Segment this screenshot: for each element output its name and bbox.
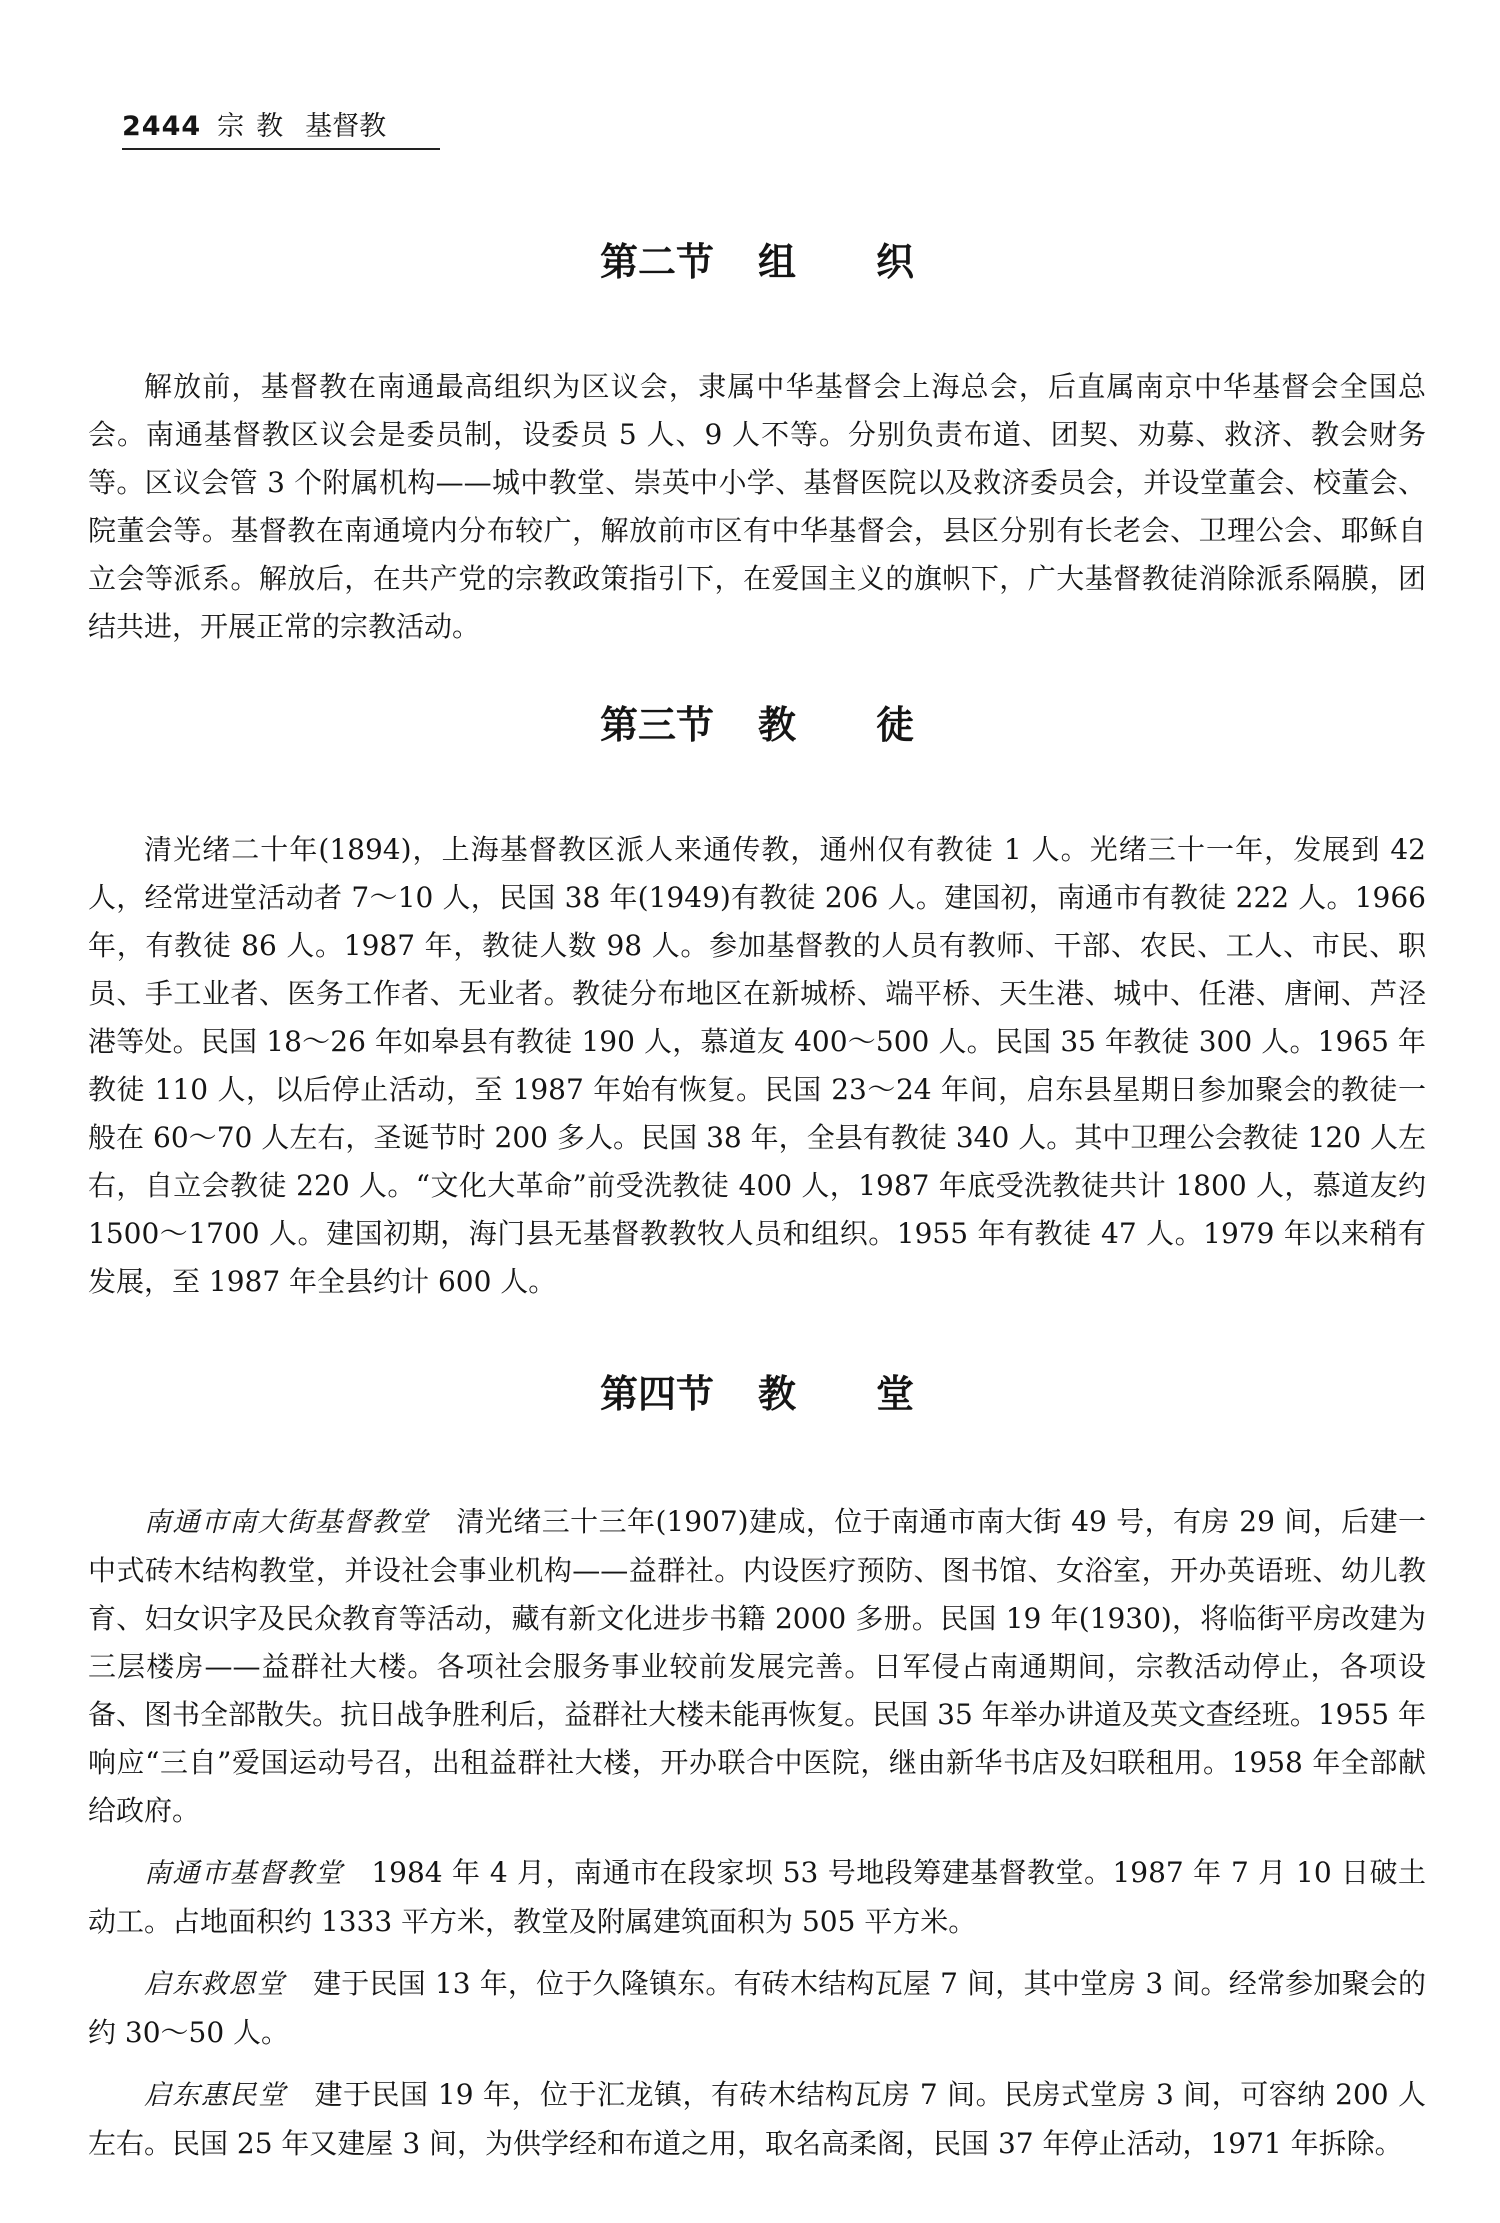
section-title-believers — [88, 701, 1426, 749]
church-entry-nantong — [88, 1849, 1426, 1946]
section-title-organization — [88, 238, 1426, 286]
church-name: 南通市基督教堂 — [144, 1858, 344, 1889]
section-title-churches — [88, 1370, 1426, 1418]
church-description: 1984 年 4 月，南通市在段家坝 53 号地段筹建基督教堂。1987 年 7 月 10 日破土动工。占地面积约 1333 平方米，教堂及附属建筑面积为 505 平方米。 — [88, 1856, 1426, 1938]
section-number: 第三节 — [599, 703, 714, 747]
church-name: 南通市南大街基督教堂 — [144, 1507, 429, 1538]
page-body — [88, 238, 1426, 2168]
church-name: 启东惠民堂 — [144, 2080, 287, 2111]
section-body-organization — [88, 363, 1426, 651]
running-header — [122, 110, 440, 150]
section-body-believers — [88, 826, 1426, 1306]
section-body-churches — [88, 1498, 1426, 2168]
church-description: 建于民国 13 年，位于久隆镇东。有砖木结构瓦屋 7 间，其中堂房 3 间。经常参加聚会的约 30～50 人。 — [88, 1967, 1427, 2049]
header-category: 宗教 — [217, 111, 296, 142]
church-entry-jiuen — [88, 1960, 1426, 2057]
church-description: 建于民国 19 年，位于汇龙镇，有砖木结构瓦房 7 间。民房式堂房 3 间，可容纳 200 人左右。民国 25 年又建屋 3 间，为供学经和布道之用，取名高柔阁，民国 37 年停止活动，1971 年拆除。 — [88, 2078, 1426, 2160]
section-number: 第四节 — [599, 1372, 714, 1416]
section-word: 教堂 — [758, 1372, 995, 1416]
section-word: 教徒 — [758, 703, 995, 747]
section-word: 组织 — [758, 240, 995, 284]
section-number: 第二节 — [599, 240, 714, 284]
paragraph: 解放前，基督教在南通最高组织为区议会，隶属中华基督会上海总会，后直属南京中华基督会全国总会。南通基督教区议会是委员制，设委员 5 人、9 人不等。分别负责布道、团契、劝募、救济、教会财务等。区议会管 3 个附属机构——城中教堂、崇英中小学、基督医院以及救济委员会，并设堂董会、校董会、院董会等。基督教在南通境内分布较广，解放前市区有中华基督会，县区分别有长老会、卫理公会、耶稣自立会等派系。解放后，在共产党的宗教政策指引下，在爱国主义的旗帜下，广大基督教徒消除派系隔膜，团结共进，开展正常的宗教活动。 — [88, 370, 1426, 643]
church-description: 清光绪三十三年(1907)建成，位于南通市南大街 49 号，有房 29 间，后建一中式砖木结构教堂，并设社会事业机构——益群社。内设医疗预防、图书馆、女浴室，开办英语班、幼儿教育、妇女识字及民众教育等活动，藏有新文化进步书籍 2000 多册。民国 19 年(1930)，将临街平房改建为三层楼房——益群社大楼。各项社会服务事业较前发展完善。日军侵占南通期间，宗教活动停止，各项设备、图书全部散失。抗日战争胜利后，益群社大楼未能再恢复。民国 35 年举办讲道及英文查经班。1955 年响应“三自”爱国运动号召，出租益群社大楼，开办联合中医院，继由新华书店及妇联租用。1958 年全部献给政府。 — [88, 1505, 1427, 1827]
church-entry-huimin — [88, 2071, 1426, 2168]
church-name: 启东救恩堂 — [144, 1969, 286, 2000]
header-subcategory: 基督教 — [305, 111, 387, 142]
paragraph: 清光绪二十年(1894)，上海基督教区派人来通传教，通州仅有教徒 1 人。光绪三十一年，发展到 42 人，经常进堂活动者 7～10 人，民国 38 年(1949)有教徒 206 人。建国初，南通市有教徒 222 人。1966 年，有教徒 86 人。1987 年，教徒人数 98 人。参加基督教的人员有教师、干部、农民、工人、市民、职员、手工业者、医务工作者、无业者。教徒分布地区在新城桥、端平桥、天生港、城中、任港、唐闸、芦泾港等处。民国 18～26 年如皋县有教徒 190 人，慕道友 400～500 人。民国 35 年教徒 300 人。1965 年教徒 110 人，以后停止活动，至 1987 年始有恢复。民国 23～24 年间，启东县星期日参加聚会的教徒一般在 60～70 人左右，圣诞节时 200 多人。民国 38 年，全县有教徒 340 人。其中卫理公会教徒 120 人左右，自立会教徒 220 人。“文化大革命”前受洗教徒 400 人，1987 年底受洗教徒共计 1800 人，慕道友约 1500～1700 人。建国初期，海门县无基督教教牧人员和组织。1955 年有教徒 47 人。1979 年以来稍有发展，至 1987 年全县约计 600 人。 — [88, 833, 1426, 1298]
page-number: 2444 — [122, 111, 202, 142]
church-entry-nandajie — [88, 1498, 1426, 1835]
